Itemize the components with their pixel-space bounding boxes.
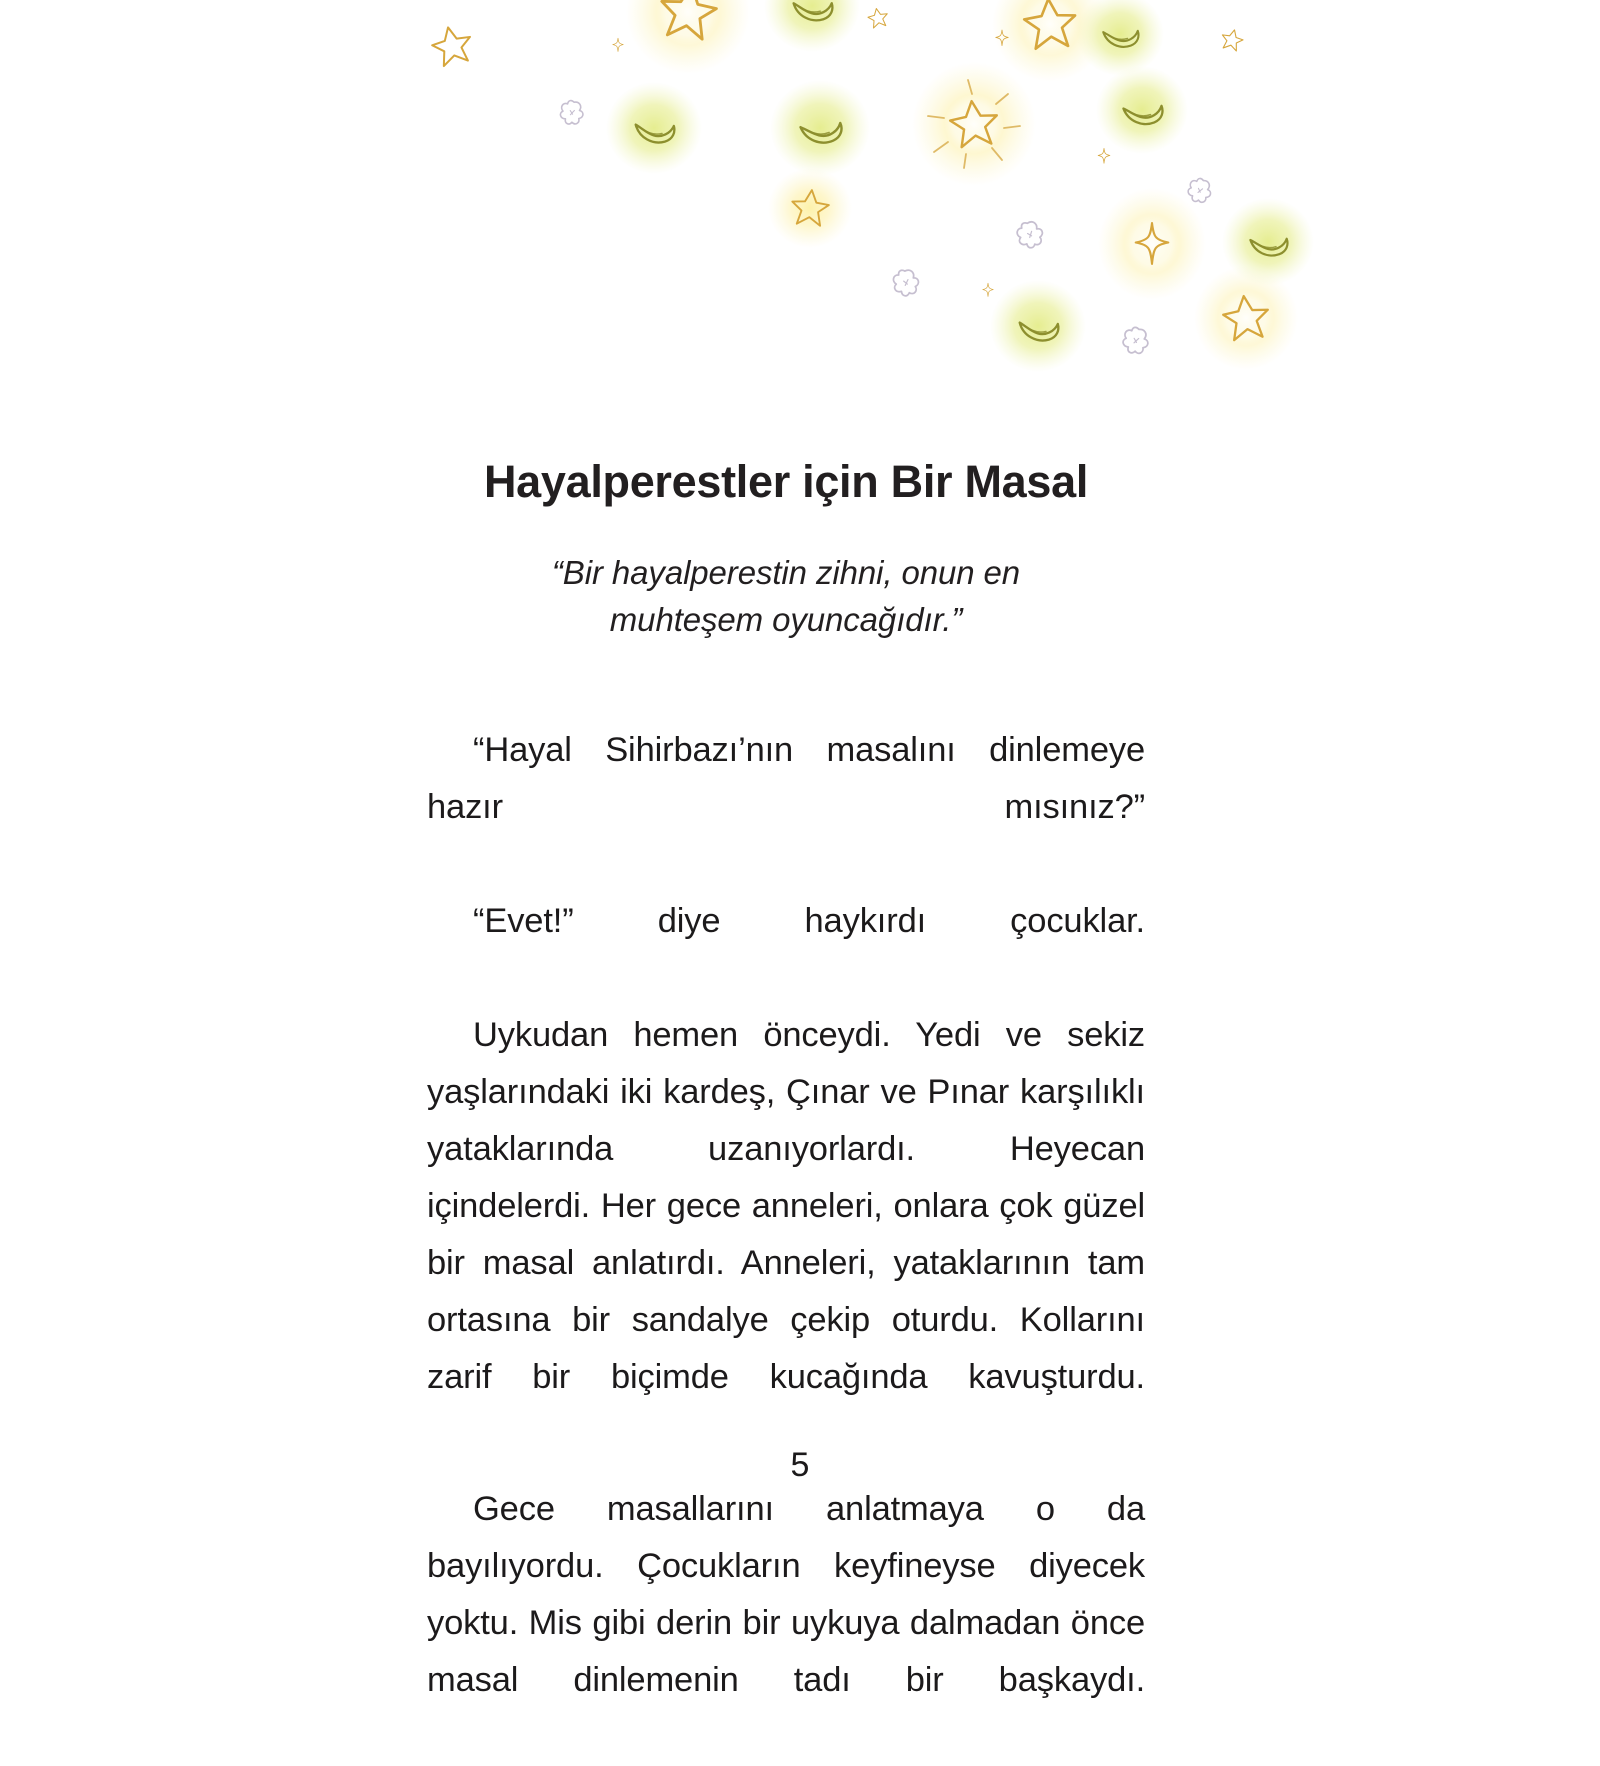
page-number: 5 — [790, 1446, 810, 1484]
paragraph: Uykudan hemen önceydi. Yedi ve sekiz yaşlarındaki iki kardeş, Çınar ve Pınar karşılıklı yataklarında uzanıyorlardı. Heyecan içindelerdi. Her gece anneleri, onlara çok güzel bir masal anlatırdı. Anneleri, yataklarının tam ortasına bir sandalye çekip oturdu. Kollarını zarif bir biçimde kucağında kavuşturdu. — [427, 1015, 1145, 1396]
paragraph: “Evet!” diye haykırdı çocuklar. — [473, 901, 1145, 940]
paragraph: “Hayal Sihirbazı’nın masalını dinlemeye hazır mısınız?” — [427, 730, 1145, 826]
text-column — [427, 0, 1145, 1766]
paragraph: Gece masallarını anlatmaya o da bayılıyordu. Çocukların keyfineyse diyecek yoktu. Mis gibi derin bir uykuya dalmadan önce masal dinlemenin tadı bir başkaydı. — [427, 1489, 1145, 1699]
page-title: Hayalperestler için Bir Masal — [483, 456, 1089, 507]
epigraph-quote: “Bir hayalperestin zihni, onun en muhteşem oyuncağıdır.” — [551, 554, 1021, 638]
body-copy — [427, 644, 1145, 1766]
